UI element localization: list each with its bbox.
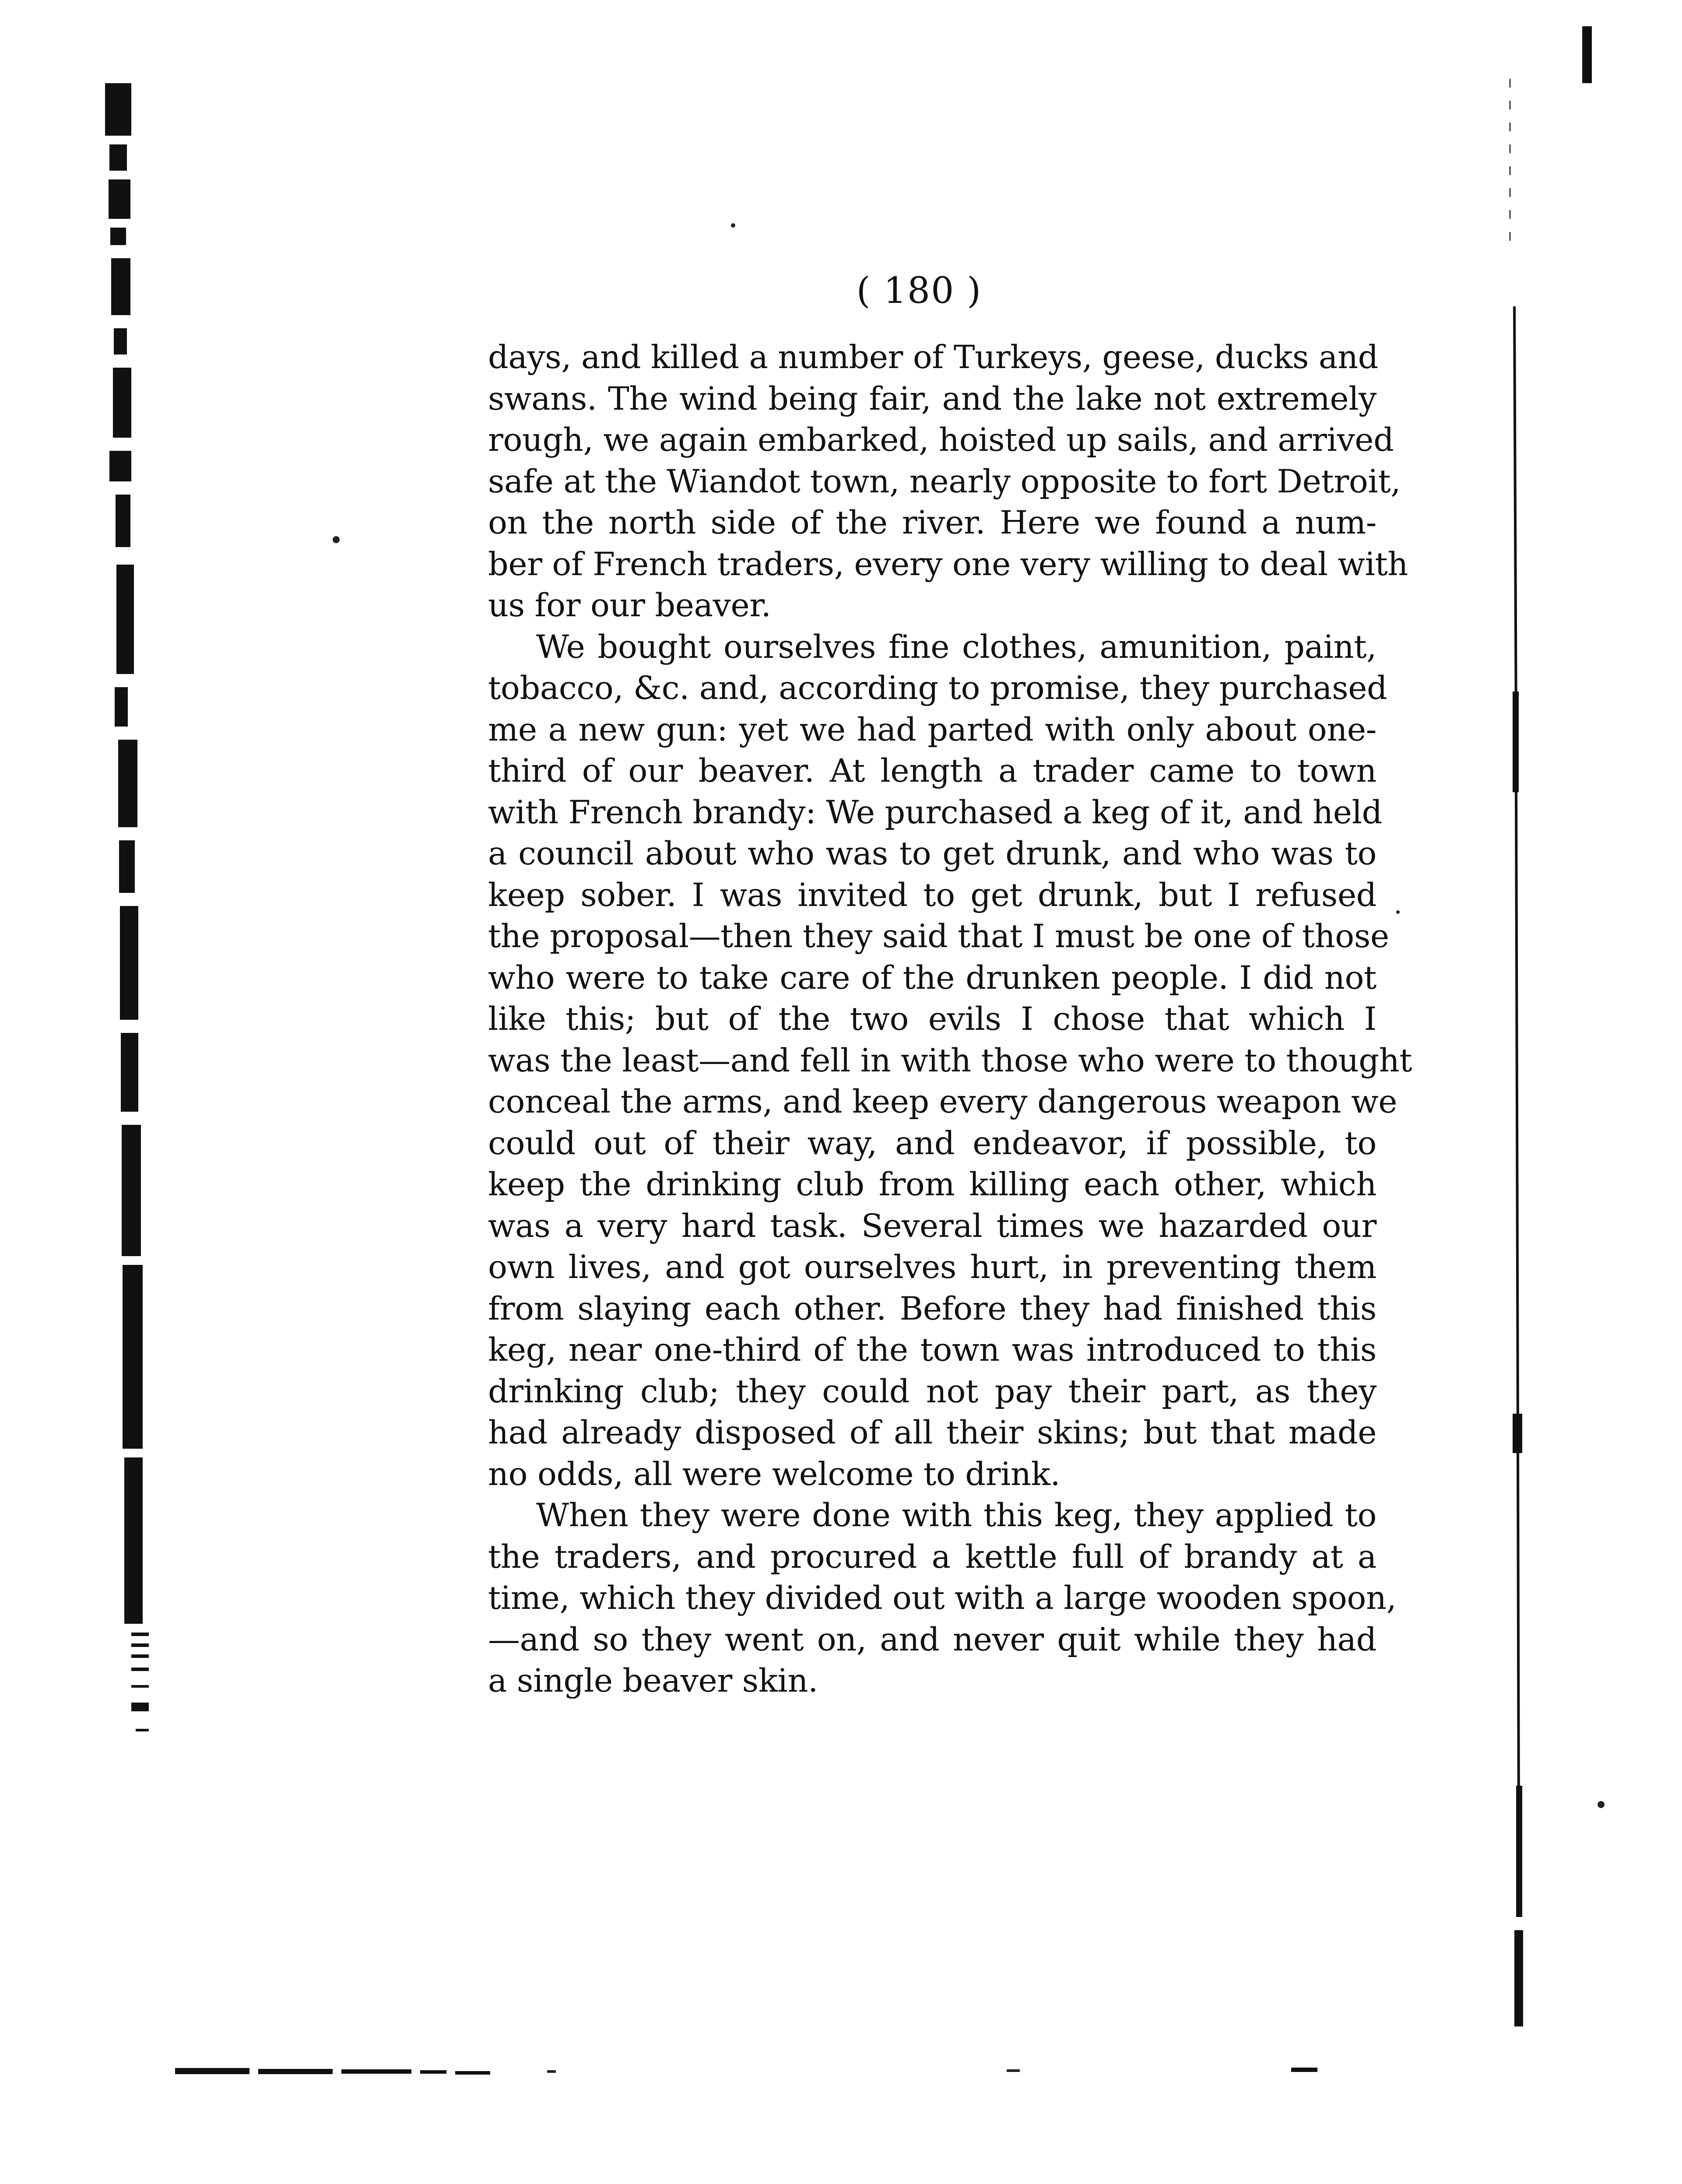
corner-mark [1582, 26, 1592, 83]
text-line: rough, we again embarked, hoisted up sails, and arrived [488, 421, 1394, 459]
text-line: own lives, and got ourselves hurt, in preventing them [488, 1249, 1377, 1286]
text-line: safe at the Wiandot town, nearly opposite to fort Detroit, [488, 463, 1401, 500]
paragraph-3 [488, 1495, 1397, 1702]
text-line: keep sober. I was invited to get drunk, but I refused [488, 876, 1377, 914]
left-binding-edge [105, 83, 171, 1790]
text-line: a single beaver skin. [488, 1662, 818, 1699]
text-line: on the north side of the river. Here we found a num- [488, 504, 1377, 541]
text-line: who were to take care of the drunken people. I did not [488, 959, 1377, 997]
text-line: me a new gun: yet we had parted with only about one- [488, 711, 1377, 748]
speck-3 [1598, 1801, 1605, 1808]
text-line: with French brandy: We purchased a keg of it, and held [488, 794, 1382, 831]
text-line: the traders, and procured a kettle full of brandy at a [488, 1538, 1377, 1576]
text-line: from slaying each other. Before they had finished this [488, 1290, 1377, 1327]
speck-2 [731, 223, 735, 228]
text-line: conceal the arms, and keep every dangerous weapon we [488, 1083, 1398, 1120]
text-line: time, which they divided out with a large wooden spoon, [488, 1580, 1397, 1617]
text-line: —and so they went on, and never quit while they had [488, 1621, 1377, 1658]
bottom-scan-artifact [175, 2053, 1488, 2088]
speck-4 [1396, 910, 1400, 914]
text-line: swans. The wind being fair, and the lake not extremely [488, 380, 1377, 418]
text-line: ber of French traders, every one very willing to deal with [488, 545, 1408, 583]
text-line: was a very hard task. Several times we hazarded our [488, 1207, 1377, 1245]
page-number: ( 180 ) [856, 270, 982, 312]
text-line: could out of their way, and endeavor, if possible, to [488, 1124, 1377, 1162]
text-line: had already disposed of all their skins; but that made [488, 1414, 1377, 1451]
text-line: keg, near one-third of the town was introduced to this [488, 1331, 1377, 1369]
text-line: keep the drinking club from killing each other, which [488, 1166, 1377, 1203]
body-text [488, 337, 1412, 1702]
text-line: We bought ourselves fine clothes, amunition, paint, [536, 628, 1377, 666]
text-line: tobacco, &c. and, according to promise, they purchased [488, 670, 1387, 707]
paragraph-2 [488, 627, 1412, 1496]
text-line: third of our beaver. At length a trader came to town [488, 752, 1377, 790]
text-line: no odds, all were welcome to drink. [488, 1455, 1060, 1493]
paragraph-1 [488, 337, 1408, 627]
right-binding-edge [1497, 79, 1532, 2092]
text-line: us for our beaver. [488, 587, 771, 624]
text-line: was the least—and fell in with those who were to thought [488, 1042, 1412, 1079]
text-line: When they were done with this keg, they applied to [536, 1497, 1377, 1534]
text-line: drinking club; they could not pay their part, as they [488, 1373, 1377, 1410]
speck-1 [333, 536, 340, 543]
text-line: the proposal—then they said that I must be one of those [488, 918, 1389, 955]
text-line: like this; but of the two evils I chose that which I [488, 1001, 1377, 1038]
text-line: a council about who was to get drunk, and who was to [488, 835, 1377, 872]
text-line: days, and killed a number of Turkeys, geese, ducks and [488, 339, 1378, 376]
